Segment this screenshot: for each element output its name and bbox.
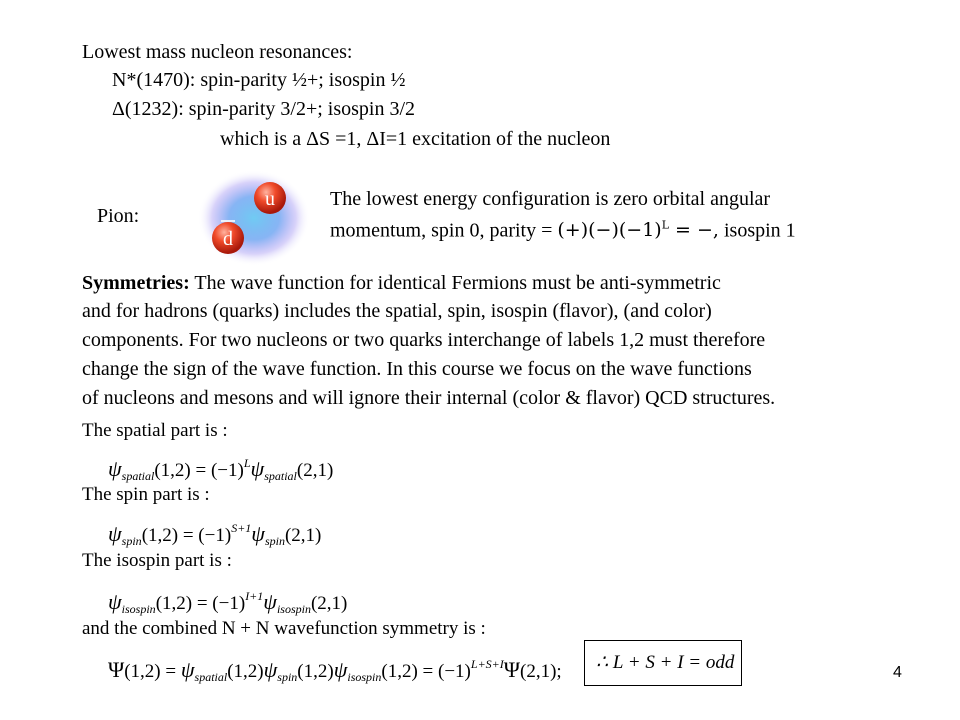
isospin-exponent: I+1 bbox=[245, 589, 264, 603]
psi-symbol: ψ bbox=[108, 521, 122, 546]
pion-description-end: isospin 1 bbox=[718, 219, 796, 242]
symmetries-line1-text: The wave function for identical Fermions must be anti-symmetric bbox=[189, 272, 721, 294]
psi-symbol: ψ bbox=[250, 456, 265, 481]
psi-symbol: ψ bbox=[333, 657, 348, 682]
equation-args-21: (2,1) bbox=[284, 525, 322, 546]
slide-title: Lowest mass nucleon resonances: bbox=[82, 41, 353, 63]
symmetries-line3: components. For two nucleons or two quarks interchange of labels 1,2 must therefore bbox=[82, 329, 766, 351]
equation-args-21: (2,1); bbox=[520, 661, 562, 682]
psi-symbol: ψ bbox=[251, 521, 265, 546]
spin-subscript: spin bbox=[121, 534, 142, 548]
isospin-subscript: isospin bbox=[347, 670, 382, 684]
u-quark-label: u bbox=[265, 188, 275, 210]
spin-exponent: S+1 bbox=[231, 521, 252, 535]
psi-symbol: ψ bbox=[108, 456, 122, 481]
equation-args-12: (1,2) = (−1) bbox=[141, 525, 232, 546]
symmetries-line1 bbox=[82, 271, 721, 295]
combined-intro: and the combined N + N wavefunction symmetry is : bbox=[82, 618, 486, 639]
psi-symbol: ψ bbox=[263, 589, 277, 614]
combined-exponent: L+S+I bbox=[470, 657, 504, 671]
symmetries-line5: of nucleons and mesons and will ignore their internal (color & flavor) QCD structures. bbox=[82, 387, 776, 409]
spin-equation bbox=[108, 515, 321, 554]
equation-args-12: (1,2) = (−1) bbox=[154, 460, 244, 481]
symmetries-line4: change the sign of the wave function. In this course we focus on the wave functions bbox=[82, 358, 752, 380]
isospin-subscript: isospin bbox=[276, 602, 311, 616]
delta-symbol: Δ bbox=[112, 98, 125, 120]
spin-intro: The spin part is : bbox=[82, 484, 210, 505]
parity-expression bbox=[557, 219, 719, 241]
d-quark-label: d bbox=[223, 228, 233, 250]
psi-symbol: ψ bbox=[108, 589, 122, 614]
spatial-subscript: spatial bbox=[194, 670, 228, 684]
big-psi-symbol: Ψ bbox=[503, 657, 520, 682]
parity-factors: (+)(−)(−1) bbox=[557, 219, 662, 242]
delta-resonance-text: (1232): spin-parity 3/2+; isospin 3/2 bbox=[124, 98, 416, 120]
equation-args-12: (1,2) = (−1) bbox=[155, 593, 246, 614]
parity-exponent: L bbox=[661, 219, 670, 232]
pion-description-start: momentum, spin 0, parity = bbox=[330, 219, 558, 242]
combined-lhs: (1,2) = bbox=[124, 661, 181, 682]
page-number: 4 bbox=[893, 664, 902, 681]
excitation-line: which is a ΔS =1, ΔI=1 excitation of the nucleon bbox=[220, 128, 611, 150]
equation-args-21: (2,1) bbox=[296, 460, 334, 481]
combined-equation: $\Psi(1,2) = \psi_{spatial}(1,2)\psi_{spin}(1,2)\psi_{isospin}(1,2) = (-1)^{L+S+I}\Psi(2,1)$; bbox=[108, 657, 562, 684]
spin-subscript: spin bbox=[264, 534, 285, 548]
symmetries-heading: Symmetries: bbox=[82, 272, 190, 294]
equation-args-12: (1,2) = (−1) bbox=[381, 661, 471, 682]
pion-quark-diagram bbox=[196, 168, 318, 272]
spatial-intro: The spatial part is : bbox=[82, 420, 228, 441]
spin-subscript: spin bbox=[277, 670, 298, 684]
spatial-subscript: spatial bbox=[264, 469, 297, 483]
isospin-intro: The isospin part is : bbox=[82, 550, 232, 571]
parity-result: = −, bbox=[669, 219, 719, 242]
equation-args-21: (2,1) bbox=[310, 593, 348, 614]
pion-description-line2 bbox=[330, 214, 796, 242]
psi-symbol: ψ bbox=[263, 657, 278, 682]
isospin-equation bbox=[108, 583, 347, 622]
pion-description-line1: The lowest energy configuration is zero orbital angular bbox=[330, 188, 771, 210]
result-text: ∴ L + S + I = odd bbox=[596, 652, 735, 673]
n-resonance-line: N*(1470): spin-parity ½+; isospin ½ bbox=[112, 69, 406, 91]
pion-label: Pion: bbox=[97, 205, 140, 227]
big-psi-symbol: Ψ bbox=[108, 657, 125, 682]
symmetries-line2: and for hadrons (quarks) includes the spatial, spin, isospin (flavor), (and color) bbox=[82, 300, 712, 322]
delta-resonance-line bbox=[112, 97, 415, 121]
psi-symbol: ψ bbox=[180, 657, 195, 682]
pion-glow bbox=[198, 170, 310, 266]
spatial-subscript: spatial bbox=[121, 469, 155, 483]
spatial-exponent: L bbox=[243, 456, 251, 470]
isospin-subscript: isospin bbox=[121, 602, 156, 616]
